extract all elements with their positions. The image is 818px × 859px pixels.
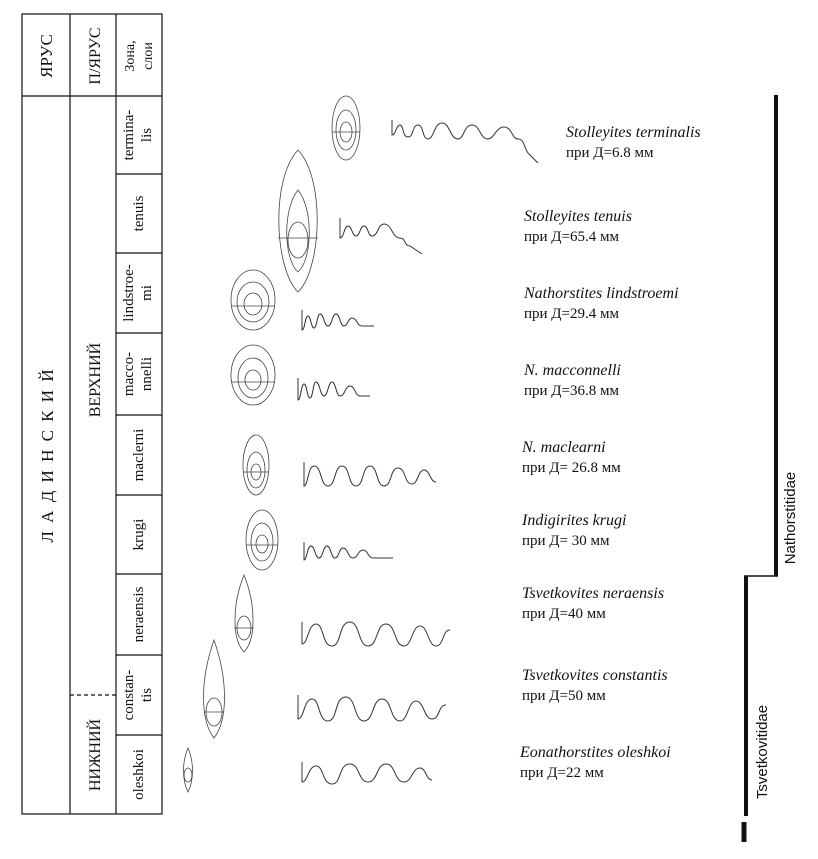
zone-label: krugi: [131, 518, 147, 551]
suture-macconnelli: [298, 378, 370, 400]
shell-maclearni: [243, 435, 269, 495]
ammonoid-sketches: [184, 96, 361, 792]
substage-header: П/ЯРУС: [87, 27, 104, 85]
shell-oleshkoi: [184, 748, 193, 792]
zone-header-2: слои: [141, 42, 156, 70]
zone-label: lis: [139, 127, 155, 143]
zone-header-1: Зона,: [123, 40, 138, 72]
zone-label: tenuis: [131, 195, 147, 232]
shell-constantis: [204, 640, 225, 738]
taxon-size: при Д=36.8 мм: [524, 383, 619, 399]
zone-label: lindstroe-: [121, 264, 137, 322]
family-tsvetkovitidae: Tsvetkovitidae: [754, 704, 771, 800]
taxon-size: при Д=50 мм: [522, 688, 606, 704]
taxon-name: Eonathorstites oleshkoi: [520, 744, 671, 761]
shell-terminalis: [332, 96, 360, 160]
shell-macconnelli: [231, 345, 275, 405]
taxon-size: при Д=22 мм: [520, 765, 604, 781]
stage-header: ЯРУС: [37, 34, 56, 78]
taxon-size: при Д= 26.8 мм: [522, 460, 621, 476]
suture-tenuis: [340, 218, 422, 254]
taxon-name: Stolleyites tenuis: [524, 208, 632, 225]
suture-lindstroemi: [302, 310, 374, 330]
taxon-name: N. macconnelli: [524, 362, 621, 379]
suture-terminalis: [392, 120, 538, 163]
taxon-size: при Д=6.8 мм: [566, 145, 654, 161]
taxon-size: при Д=40 мм: [522, 606, 606, 622]
zone-label: tis: [139, 687, 155, 703]
shell-neraensis: [234, 575, 254, 652]
taxon-name: Tsvetkovites constantis: [522, 667, 668, 684]
shell-lindstroemi: [231, 270, 275, 330]
zone-label: termina-: [121, 109, 137, 161]
taxon-name: Indigirites krugi: [522, 512, 627, 529]
taxon-name: Nathorstites lindstroemi: [524, 285, 679, 302]
taxon-size: при Д=29.4 мм: [524, 306, 619, 322]
zone-labels: [121, 110, 155, 800]
zone-label: oleshkoi: [131, 749, 147, 800]
zone-label: nnelli: [139, 356, 155, 392]
suture-oleshkoi: [302, 762, 432, 784]
taxon-name: N. maclearni: [522, 439, 606, 456]
substage-upper: ВЕРХНИЙ: [87, 342, 104, 418]
taxon-name: Tsvetkovites neraensis: [522, 585, 665, 602]
zone-label: maclerni: [131, 428, 147, 482]
taxon-size: при Д= 30 мм: [522, 533, 610, 549]
suture-neraensis: [302, 622, 450, 646]
taxon-name: Stolleyites terminalis: [566, 124, 701, 141]
suture-krugi: [304, 542, 393, 560]
zone-label: macco-: [121, 351, 137, 397]
shell-tenuis: [278, 150, 318, 292]
suture-maclearni: [304, 462, 436, 486]
suture-constantis: [298, 695, 446, 721]
family-nathorstitidae: Nathorstitidae: [782, 471, 799, 565]
zone-label: neraensis: [131, 586, 147, 643]
taxon-size: при Д=65.4 мм: [524, 229, 619, 245]
substage-lower: НИЖНИЙ: [87, 718, 104, 792]
shell-krugi: [246, 510, 278, 570]
stage-name: Л А Д И Н С К И Й: [38, 367, 57, 543]
zone-label: constan-: [121, 669, 137, 721]
suture-lines: [298, 120, 538, 784]
zone-label: mi: [139, 285, 155, 301]
